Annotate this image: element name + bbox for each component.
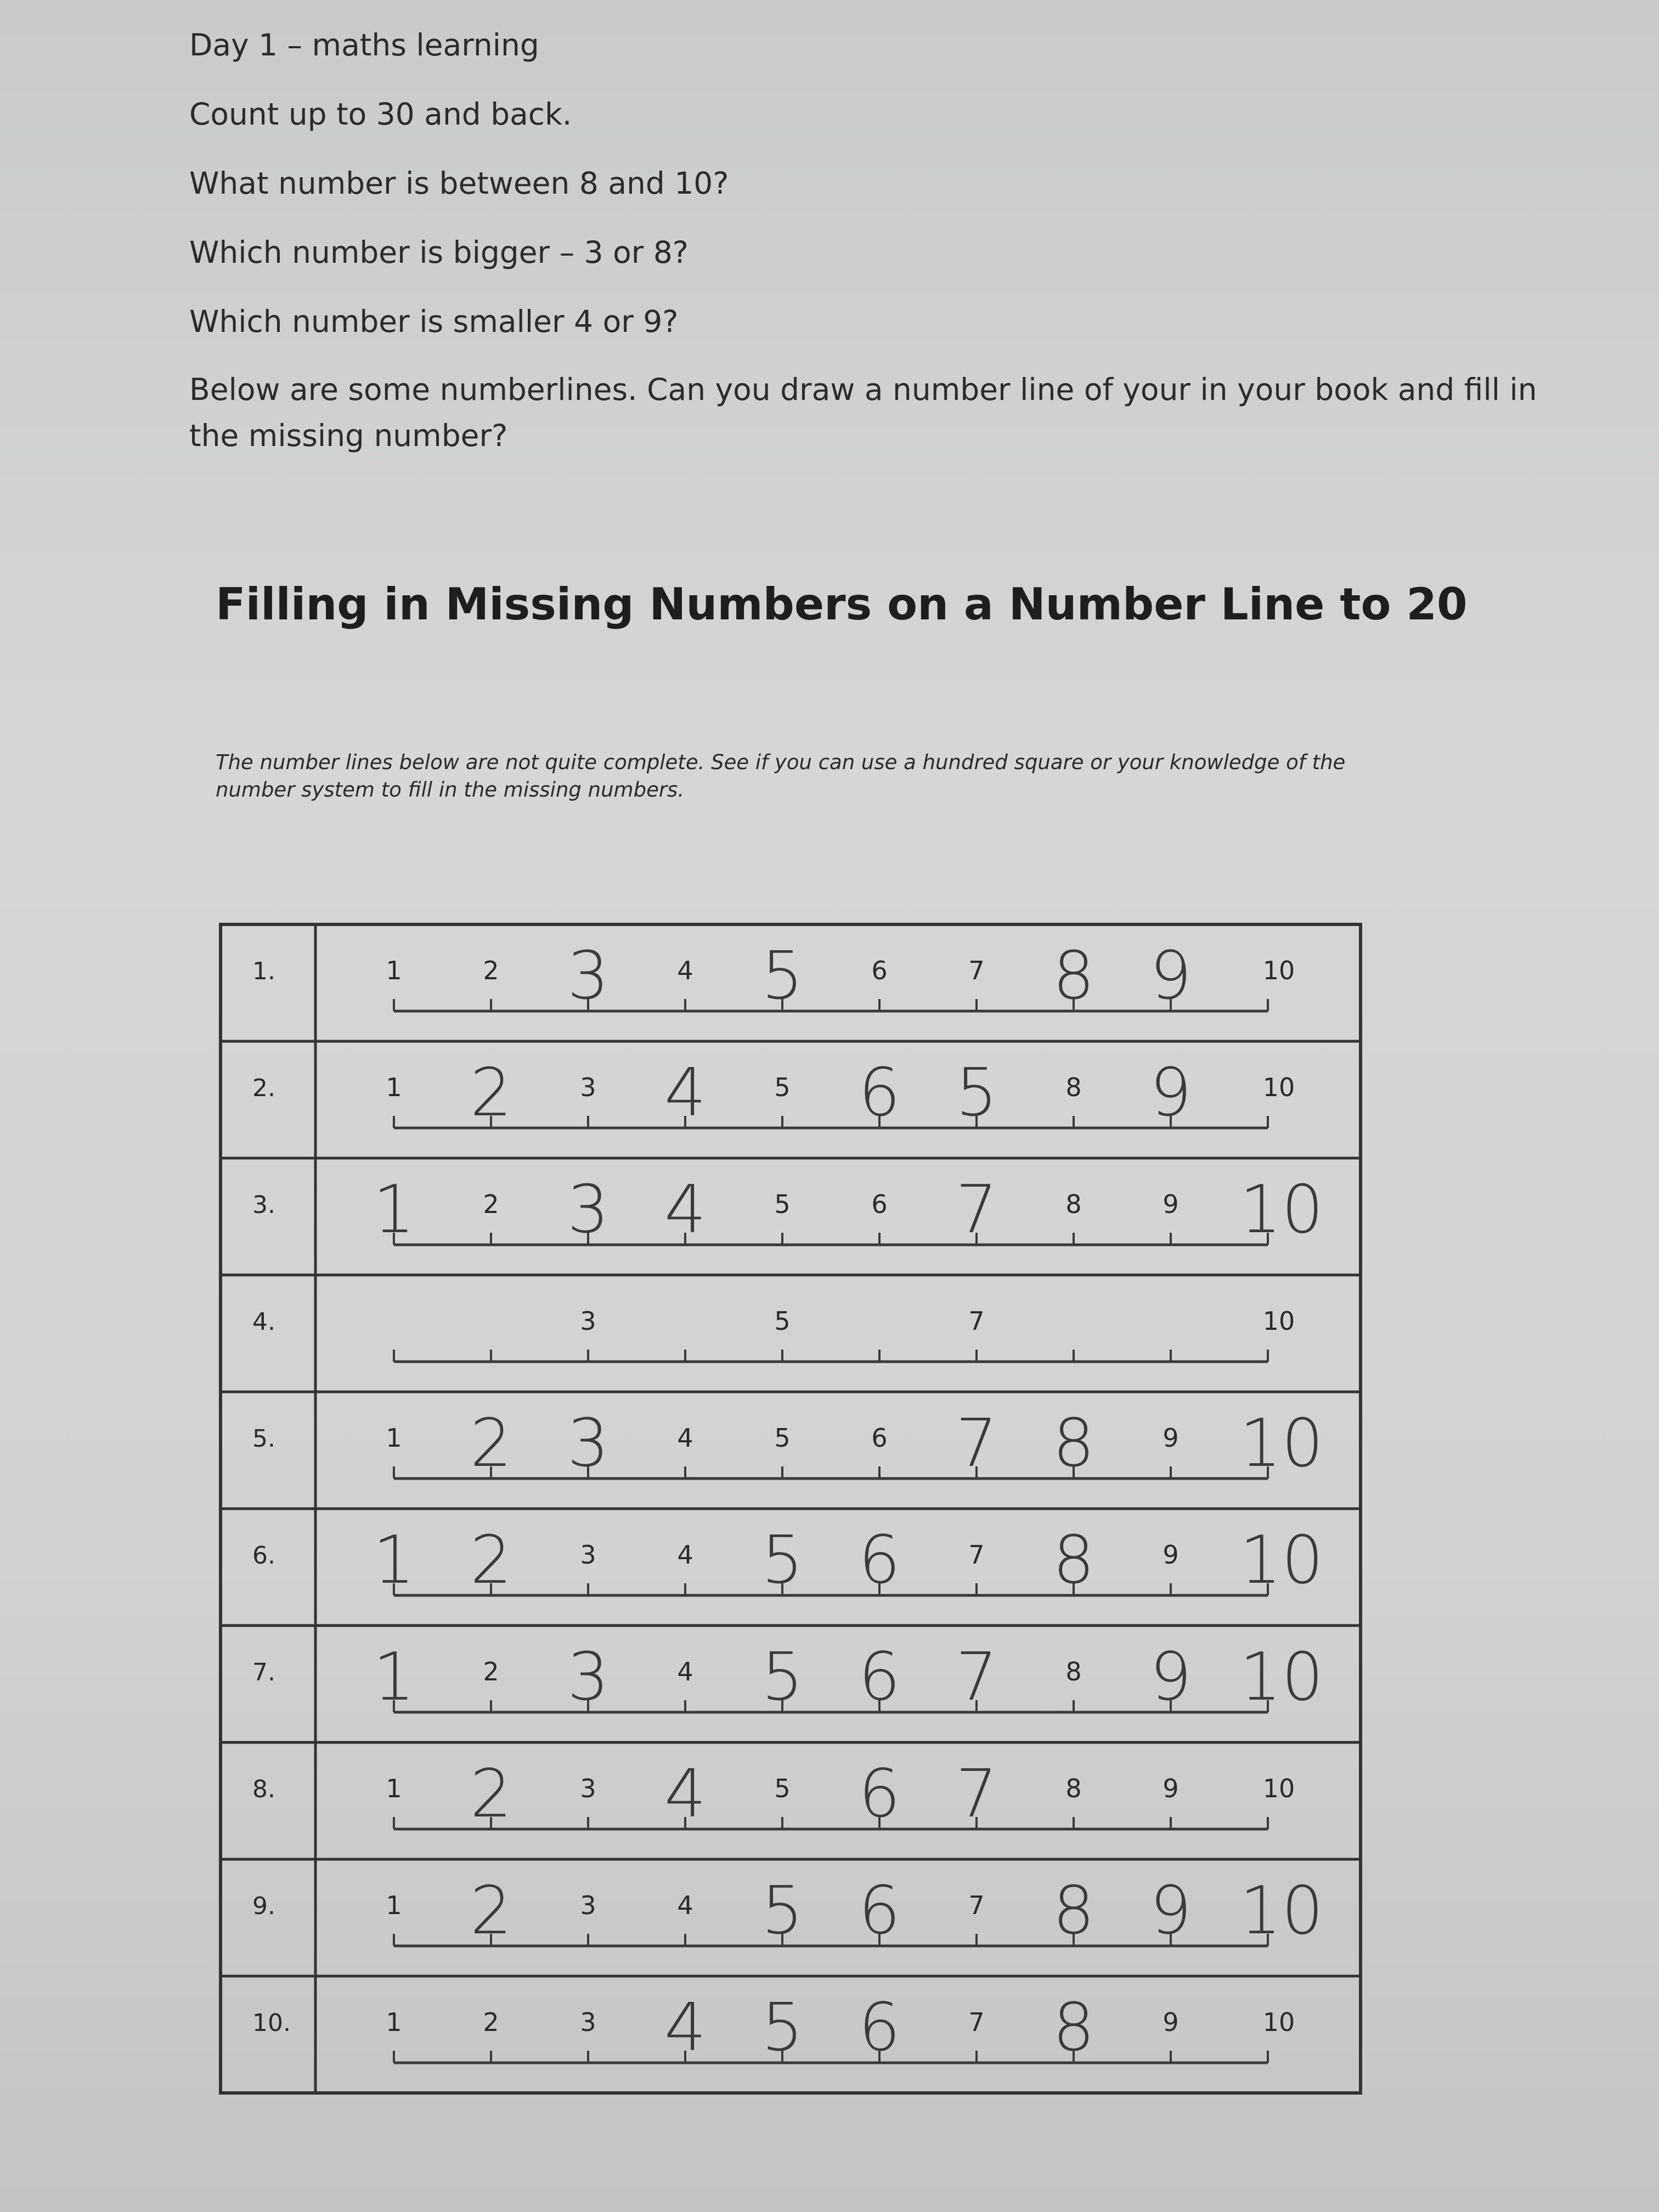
printed-number: 9 xyxy=(1163,1423,1179,1453)
printed-number: 3 xyxy=(580,1891,596,1920)
instruction-line: Which number is smaller 4 or 9? xyxy=(189,304,679,339)
handwritten-number: 10 xyxy=(1239,1172,1324,1248)
printed-number: 7 xyxy=(968,956,985,985)
printed-number: 3 xyxy=(580,2007,596,2037)
handwritten-number: 9 xyxy=(1149,1055,1192,1131)
handwritten-number: 10 xyxy=(1239,1873,1324,1949)
handwritten-number: 4 xyxy=(664,1990,707,2066)
handwritten-number: 2 xyxy=(470,1873,512,1949)
printed-number: 1 xyxy=(386,1423,402,1453)
row-number: 10. xyxy=(252,2009,291,2037)
handwritten-number: 8 xyxy=(1052,1873,1095,1949)
instruction-line: Count up to 30 and back. xyxy=(189,97,572,132)
handwritten-number: 6 xyxy=(858,1873,901,1949)
handwritten-number: 2 xyxy=(470,1055,512,1131)
handwritten-number: 10 xyxy=(1239,1406,1324,1482)
handwritten-number: 9 xyxy=(1149,1639,1192,1716)
printed-number: 2 xyxy=(483,1657,499,1686)
handwritten-number: 6 xyxy=(858,1522,901,1599)
handwritten-number: 5 xyxy=(761,1873,804,1949)
printed-number: 10 xyxy=(1262,1306,1295,1336)
printed-number: 2 xyxy=(483,2007,499,2037)
printed-number: 3 xyxy=(580,1540,596,1570)
handwritten-number: 6 xyxy=(858,1990,901,2066)
printed-number: 5 xyxy=(774,1306,791,1336)
printed-number: 2 xyxy=(483,956,499,985)
handwritten-number: 6 xyxy=(858,1639,901,1716)
instruction-line: Below are some numberlines. Can you draw a number line of your in your book and fill in the missing number? xyxy=(189,372,1537,453)
handwritten-number: 6 xyxy=(858,1756,901,1832)
printed-number: 9 xyxy=(1163,2007,1179,2037)
handwritten-number: 3 xyxy=(567,1639,610,1716)
row-number: 8. xyxy=(252,1775,275,1803)
handwritten-number: 3 xyxy=(567,1172,610,1248)
handwritten-number: 5 xyxy=(761,1990,804,2066)
printed-number: 6 xyxy=(871,1423,888,1453)
printed-number: 9 xyxy=(1163,1774,1179,1803)
handwritten-number: 5 xyxy=(761,938,804,1014)
printed-number: 4 xyxy=(677,1423,693,1453)
handwritten-number: 8 xyxy=(1052,1522,1095,1599)
row-number: 4. xyxy=(252,1308,275,1336)
handwritten-number: 8 xyxy=(1052,1990,1095,2066)
handwritten-number: 9 xyxy=(1149,1873,1192,1949)
printed-number: 7 xyxy=(968,1891,985,1920)
printed-number: 4 xyxy=(677,956,693,985)
printed-number: 1 xyxy=(386,1073,402,1102)
printed-number: 1 xyxy=(386,2007,402,2037)
printed-number: 1 xyxy=(386,1774,402,1803)
printed-number: 8 xyxy=(1065,1774,1082,1803)
row-number: 5. xyxy=(252,1425,275,1453)
handwritten-number: 4 xyxy=(664,1756,707,1832)
handwritten-number: 3 xyxy=(567,938,610,1014)
printed-number: 6 xyxy=(871,956,888,985)
handwritten-number: 10 xyxy=(1239,1522,1324,1599)
printed-number: 8 xyxy=(1065,1073,1082,1102)
handwritten-number: 5 xyxy=(761,1639,804,1716)
printed-number: 10 xyxy=(1262,1774,1295,1803)
handwritten-number: 1 xyxy=(373,1639,415,1716)
printed-number: 5 xyxy=(774,1073,791,1102)
printed-number: 4 xyxy=(677,1657,693,1686)
handwritten-number: 5 xyxy=(761,1522,804,1599)
handwritten-number: 10 xyxy=(1239,1639,1324,1716)
handwritten-number: 4 xyxy=(664,1055,707,1131)
handwritten-number: 7 xyxy=(955,1172,998,1248)
lesson-heading: Day 1 – maths learning xyxy=(189,27,539,63)
printed-number: 1 xyxy=(386,956,402,985)
row-number: 1. xyxy=(252,957,275,985)
worksheet-title: Filling in Missing Numbers on a Number Line to 20 xyxy=(216,579,1468,630)
printed-number: 3 xyxy=(580,1073,596,1102)
printed-number: 8 xyxy=(1065,1657,1082,1686)
printed-number: 10 xyxy=(1262,956,1295,985)
handwritten-number: 4 xyxy=(664,1172,707,1248)
handwritten-number: 2 xyxy=(470,1406,512,1482)
printed-number: 1 xyxy=(386,1891,402,1920)
handwritten-number: 1 xyxy=(373,1522,415,1599)
printed-number: 6 xyxy=(871,1189,888,1219)
printed-number: 7 xyxy=(968,1540,985,1570)
row-number: 3. xyxy=(252,1191,275,1219)
printed-number: 4 xyxy=(677,1891,693,1920)
row-number: 7. xyxy=(252,1658,275,1686)
handwritten-number: 3 xyxy=(567,1406,610,1482)
row-number: 6. xyxy=(252,1542,275,1570)
handwritten-number: 9 xyxy=(1149,938,1192,1014)
printed-number: 5 xyxy=(774,1189,791,1219)
handwritten-number: 1 xyxy=(373,1172,415,1248)
row-number: 2. xyxy=(252,1074,275,1102)
handwritten-number: 7 xyxy=(955,1406,998,1482)
printed-number: 3 xyxy=(580,1774,596,1803)
printed-number: 3 xyxy=(580,1306,596,1336)
printed-number: 7 xyxy=(968,1306,985,1336)
handwritten-number: 2 xyxy=(470,1756,512,1832)
printed-number: 8 xyxy=(1065,1189,1082,1219)
worksheet-instructions: The number lines below are not quite complete. See if you can use a hundred square or your knowledge of the number system to fill in the missing numbers. xyxy=(216,751,1346,802)
handwritten-number: 5 xyxy=(955,1055,998,1131)
printed-number: 9 xyxy=(1163,1540,1179,1570)
handwritten-number: 7 xyxy=(955,1639,998,1716)
printed-number: 9 xyxy=(1163,1189,1179,1219)
handwritten-number: 8 xyxy=(1052,1406,1095,1482)
printed-number: 10 xyxy=(1262,1073,1295,1102)
handwritten-number: 7 xyxy=(955,1756,998,1832)
instruction-line: What number is between 8 and 10? xyxy=(189,166,729,201)
printed-number: 7 xyxy=(968,2007,985,2037)
handwritten-number: 8 xyxy=(1052,938,1095,1014)
instruction-line: Which number is bigger – 3 or 8? xyxy=(189,235,689,270)
printed-number: 5 xyxy=(774,1423,791,1453)
printed-number: 5 xyxy=(774,1774,791,1803)
printed-number: 4 xyxy=(677,1540,693,1570)
handwritten-number: 6 xyxy=(858,1055,901,1131)
row-number: 9. xyxy=(252,1892,275,1920)
handwritten-number: 2 xyxy=(470,1522,512,1599)
printed-number: 2 xyxy=(483,1189,499,1219)
printed-number: 10 xyxy=(1262,2007,1295,2037)
